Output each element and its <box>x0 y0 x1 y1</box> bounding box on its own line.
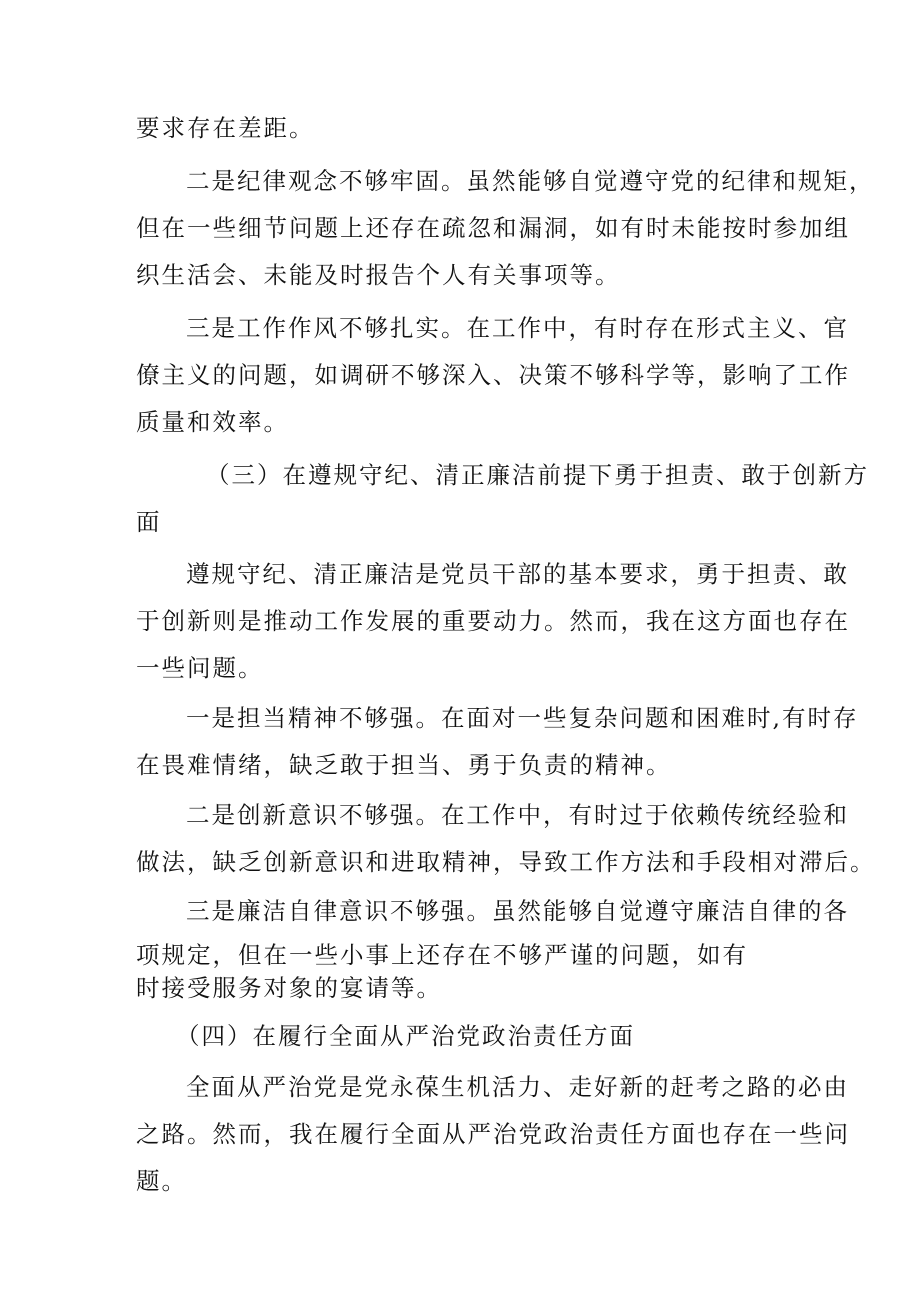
text-line: 僚主义的问题，如调研不够深入、决策不够科学等，影响了工作 <box>136 361 850 389</box>
text-line: 二是纪律观念不够牢固。虽然能够自觉遵守党的纪律和规矩， <box>186 167 875 195</box>
text-line: 但在一些细节问题上还存在疏忽和漏洞，如有时未能按时参加组 <box>136 214 850 242</box>
text-line: 时接受服务对象的宴请等。 <box>136 974 442 1002</box>
text-line: 之路。然而，我在履行全面从严治党政治责任方面也存在一些问 <box>136 1120 850 1148</box>
text-line: 于创新则是推动工作发展的重要动力。然而，我在这方面也存在 <box>136 607 850 635</box>
section-heading: （三）在遵规守纪、清正廉洁前提下勇于担责、敢于创新方 <box>206 461 869 489</box>
text-line: 项规定，但在一些小事上还存在不够严谨的问题，如有 <box>136 941 748 969</box>
text-line: 一些问题。 <box>136 654 264 682</box>
text-line: 在畏难情绪，缺乏敢于担当、勇于负责的精神。 <box>136 751 672 779</box>
text-line: 题。 <box>136 1167 187 1195</box>
text-line: 三是工作作风不够扎实。在工作中，有时存在形式主义、官 <box>186 314 849 342</box>
text-line: 质量和效率。 <box>136 408 289 436</box>
text-line: 做法，缺乏创新意识和进取精神，导致工作方法和手段相对滞后。 <box>136 848 876 876</box>
text-line: 要求存在差距。 <box>136 114 315 142</box>
section-heading-cont: 面 <box>136 508 162 536</box>
section-heading: （四）在履行全面从严治党政治责任方面 <box>176 1022 635 1050</box>
text-line: 一是担当精神不够强。在面对一些复杂问题和困难时,有时存 <box>186 704 859 732</box>
text-line: 织生活会、未能及时报告个人有关事项等。 <box>136 261 621 289</box>
text-line: 遵规守纪、清正廉洁是党员干部的基本要求，勇于担责、敢 <box>186 560 849 588</box>
text-line: 二是创新意识不够强。在工作中，有时过于依赖传统经验和 <box>186 801 849 829</box>
text-line: 三是廉洁自律意识不够强。虽然能够自觉遵守廉洁自律的各 <box>186 897 849 925</box>
text-line: 全面从严治党是党永葆生机活力、走好新的赶考之路的必由 <box>186 1073 849 1101</box>
